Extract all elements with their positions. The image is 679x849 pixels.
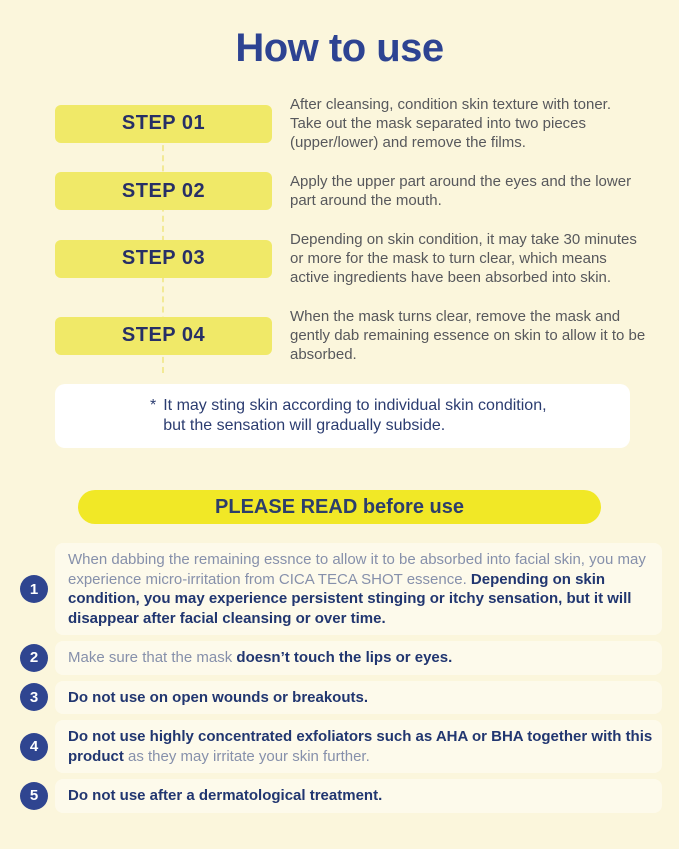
precaution-4-body [68, 727, 654, 766]
precaution-item-3 [14, 681, 662, 715]
step-4-badge: STEP 04 [55, 317, 272, 355]
step-row-3 [0, 230, 679, 287]
precaution-3-body [68, 688, 368, 708]
precaution-2-text [55, 641, 662, 675]
precaution-4-bold: Do not use highly concentrated exfoliators such as AHA or BHA together with this product [68, 728, 653, 765]
precaution-1-light: When dabbing the remaining essnce to allow it to be absorbed into facial skin, you may experience micro-irritation from CICA TECA SHOT essence. [68, 551, 646, 588]
precaution-5-body [68, 786, 382, 806]
precaution-3-text [55, 681, 662, 715]
asterisk-marker: * [150, 397, 157, 414]
precaution-item-2 [14, 641, 662, 675]
number-badge-3: 3 [20, 683, 48, 711]
step-row-2 [0, 172, 679, 210]
please-read-banner: PLEASE READ before use [78, 490, 601, 524]
step-2-description: Apply the upper part around the eyes and the lower part around the mouth. [290, 173, 632, 209]
precaution-4-text [55, 720, 662, 773]
number-badge-5: 5 [20, 782, 48, 810]
sting-note-line1: It may sting skin according to individual skin condition, [163, 397, 547, 414]
precaution-item-1 [14, 543, 662, 635]
step-3-description: Depending on skin condition, it may take 30 minutes or more for the mask to turn clear, which means active ingredients have been absorbed into skin. [290, 231, 637, 286]
step-1-description: After cleansing, condition skin texture with toner. Take out the mask separated into two pieces (upper/lower) and remove the films. [290, 96, 612, 151]
steps-section [0, 95, 679, 364]
number-badge-1: 1 [20, 575, 48, 603]
precaution-3-bold: Do not use on open wounds or breakouts. [68, 688, 369, 706]
sting-note-line2: but the sensation will gradually subside. [163, 417, 446, 434]
step-row-1 [0, 95, 679, 152]
precautions-list [0, 543, 679, 813]
sting-note-text [163, 396, 546, 436]
sting-note [55, 384, 630, 448]
precaution-1-body [68, 550, 654, 628]
step-1-badge: STEP 01 [55, 105, 272, 143]
precaution-1-bold: Depending on skin condition, you may experience persistent stinging or itchy sensation, but it will disappear after facial cleansing or over time. [68, 570, 632, 627]
number-badge-4: 4 [20, 733, 48, 761]
precaution-5-text [55, 779, 662, 813]
precaution-item-4 [14, 720, 662, 773]
precaution-2-light: Make sure that the mask [68, 649, 237, 666]
step-row-4 [0, 307, 679, 364]
precaution-2-bold: doesn’t touch the lips or eyes. [236, 649, 453, 666]
precaution-2-body [68, 648, 452, 668]
precaution-item-5 [14, 779, 662, 813]
precaution-1-text [55, 543, 662, 635]
step-3-badge: STEP 03 [55, 240, 272, 278]
precaution-4-tail: as they may irritate your skin further. [123, 747, 370, 765]
step-4-description: When the mask turns clear, remove the mask and gently dab remaining essence on skin to allow it to be absorbed. [290, 308, 646, 363]
step-2-badge: STEP 02 [55, 172, 272, 210]
number-badge-2: 2 [20, 644, 48, 672]
page-title: How to use [235, 26, 444, 70]
precaution-5-bold: Do not use after a dermatological treatment. [68, 787, 383, 804]
